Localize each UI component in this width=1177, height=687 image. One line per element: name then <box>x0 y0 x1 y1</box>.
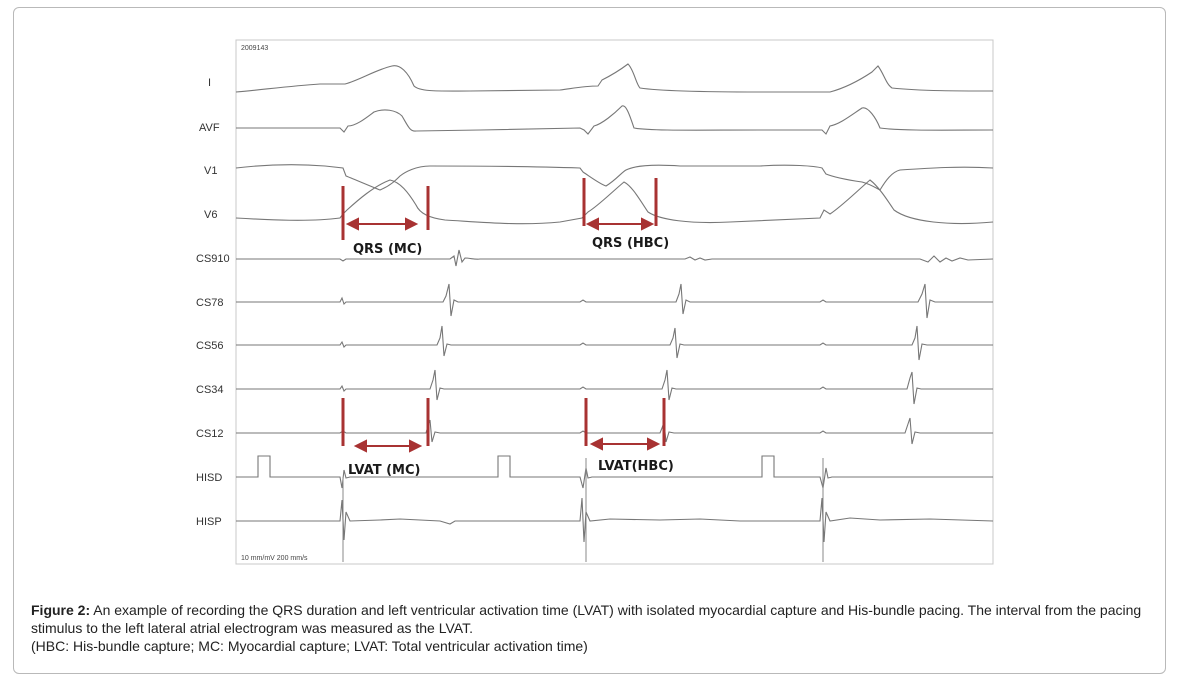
annotation-markers <box>343 178 664 446</box>
lead-label-V6: V6 <box>204 209 218 221</box>
caption-label: Figure 2: <box>31 602 91 618</box>
trace-CS56 <box>236 326 993 360</box>
trace-HISP <box>236 498 993 542</box>
lead-label-V1: V1 <box>204 165 218 177</box>
trace-CS78 <box>236 284 993 318</box>
lead-label-CS910: CS910 <box>196 253 230 265</box>
figure-caption <box>31 601 1159 655</box>
scale-label: 10 mm/mV 200 mm/s <box>241 555 308 562</box>
trace-CS12 <box>236 418 993 444</box>
lead-label-AVF: AVF <box>199 122 220 134</box>
lead-label-CS34: CS34 <box>196 384 224 396</box>
lead-label-CS78: CS78 <box>196 297 224 309</box>
lead-label-CS56: CS56 <box>196 340 224 352</box>
trace-AVF <box>236 106 993 134</box>
annotation-lvat-hbc: LVAT(HBC) <box>598 459 674 474</box>
annotation-qrs-hbc: QRS (HBC) <box>592 236 670 251</box>
lead-label-I: I <box>208 77 212 89</box>
trace-CS34 <box>236 370 993 404</box>
trace-CS910 <box>236 250 993 266</box>
caption-line1: An example of recording the QRS duration and left ventricular activation time (LVAT) with isolated myocardial capture and His-bundle pacing. The interval from the pacing stimulus to the left lateral atrial electrogram was measured as the LVAT. <box>31 602 1142 636</box>
lead-label-HISP: HISP <box>196 516 222 528</box>
caption-line2: (HBC: His-bundle capture; MC: Myocardial capture; LVAT: Total ventricular activation time) <box>31 638 588 654</box>
trace-V6 <box>236 180 993 224</box>
annotation-lvat-mc: LVAT (MC) <box>348 463 421 478</box>
trace-I <box>236 64 993 92</box>
lead-label-CS12: CS12 <box>196 428 224 440</box>
recording-id: 2009143 <box>241 45 269 52</box>
annotation-qrs-mc: QRS (MC) <box>353 242 423 257</box>
lead-label-HISD: HISD <box>196 472 223 484</box>
trace-V1 <box>236 165 993 190</box>
